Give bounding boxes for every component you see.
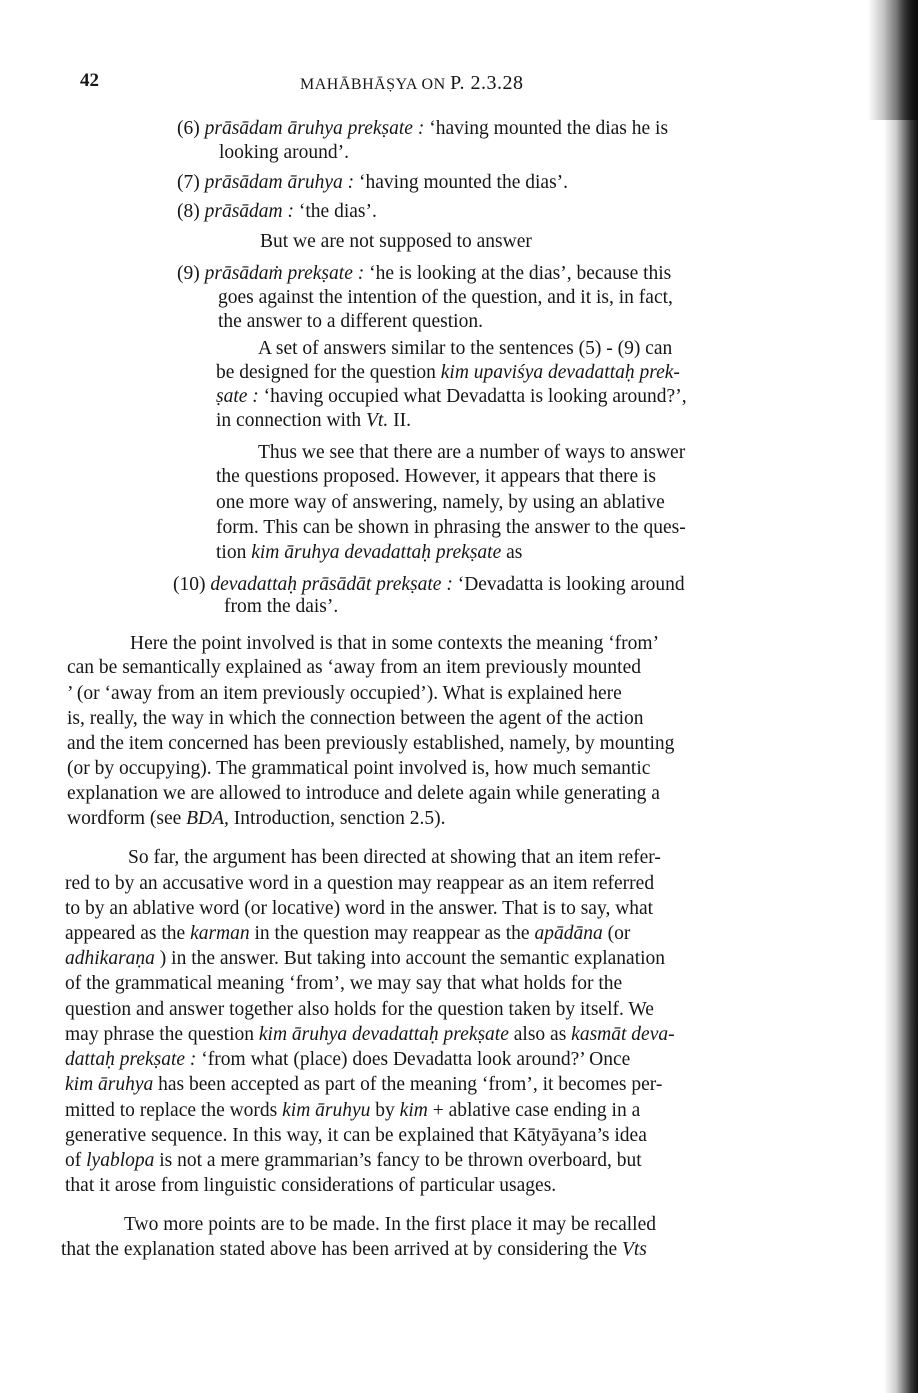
sanskrit-term: kim āruhya devadattaḥ prekṣate xyxy=(251,542,502,563)
text: ) in the answer. But taking into account the semantic explanation xyxy=(159,948,666,969)
para2-line-6: of the grammatical meaning ‘from’, we may say that what holds for the xyxy=(65,973,623,994)
para1-line-4: is, really, the way in which the connection between the agent of the action xyxy=(67,708,644,729)
thus-line-3: one more way of answering, namely, by using an ablative xyxy=(216,492,665,513)
text: that the explanation stated above has been arrived at by considering the xyxy=(61,1239,618,1260)
para1-line-3: ’ (or ‘away from an item previously occupied’). What is explained here xyxy=(67,683,622,704)
sanskrit-term: prāsādam : xyxy=(204,201,295,222)
text: has been accepted as part of the meaning ‘from’, it becomes per- xyxy=(158,1074,663,1095)
sanskrit-term: apādāna xyxy=(534,923,603,944)
but-line: But we are not supposed to answer xyxy=(260,231,532,252)
para1-line-2: can be semantically explained as ‘away from an item previously mounted xyxy=(67,657,641,678)
gloss: ‘having occupied what Devadatta is looking around?’, xyxy=(263,386,687,407)
example-number: (6) xyxy=(177,118,200,139)
thus-line-4: form. This can be shown in phrasing the answer to the ques- xyxy=(216,517,686,538)
sanskrit-term: dattaḥ prekṣate : xyxy=(65,1049,197,1070)
gloss: ‘the dias’. xyxy=(298,201,377,222)
text: appeared as the xyxy=(65,923,186,944)
thus-line-1: Thus we see that there are a number of ways to answer xyxy=(258,442,686,463)
example-6-continued: looking around’. xyxy=(219,142,349,163)
text: may phrase the question xyxy=(65,1024,254,1045)
gloss: ‘having mounted the dias he is xyxy=(429,118,669,139)
example-6 xyxy=(177,117,668,141)
running-title-reference: P. 2.3.28 xyxy=(450,72,524,94)
thus-line-2: the questions proposed. However, it appears that there is xyxy=(216,466,657,487)
sanskrit-term: kim āruhya devadattaḥ prekṣate xyxy=(258,1024,509,1045)
set-line-2 xyxy=(216,361,680,385)
sanskrit-term: adhikaraṇa xyxy=(65,948,155,969)
example-8 xyxy=(177,200,377,224)
para2-line-7: question and answer together also holds for the question taken by itself. We xyxy=(65,999,654,1020)
para2-line-14: that it arose from linguistic considerations of particular usages. xyxy=(65,1175,557,1196)
para2-line-5 xyxy=(65,947,665,971)
text: in connection with xyxy=(216,410,362,431)
text: (or xyxy=(607,923,631,944)
example-9-line-3: the answer to a different question. xyxy=(218,311,483,332)
text: + ablative case ending in a xyxy=(432,1100,641,1121)
para2-line-8 xyxy=(65,1023,675,1047)
page-number: 42 xyxy=(80,70,99,91)
example-number: (7) xyxy=(177,172,200,193)
para1-line-5: and the item concerned has been previously established, namely, by mounting xyxy=(67,733,675,754)
running-title-text: MAHĀBHĀṢYA ON xyxy=(300,76,446,93)
para1-line-6: (or by occupying). The grammatical point involved is, how much semantic xyxy=(67,758,651,779)
example-10 xyxy=(173,573,685,597)
text: II. xyxy=(393,410,411,431)
set-line-1: A set of answers similar to the sentences (5) - (9) can xyxy=(258,338,673,359)
para2-line-4 xyxy=(65,922,630,946)
example-7 xyxy=(177,171,568,195)
gloss: ‘Devadatta is looking around xyxy=(457,574,685,595)
para2-line-13 xyxy=(65,1149,642,1173)
para2-line-10 xyxy=(65,1073,662,1097)
abbreviation: Vts xyxy=(621,1239,647,1260)
text: of xyxy=(65,1150,82,1171)
text: by xyxy=(375,1100,395,1121)
sanskrit-term: prāsādam āruhya prekṣate : xyxy=(204,118,425,139)
text: be designed for the question xyxy=(216,362,436,383)
para3-line-1: Two more points are to be made. In the first place it may be recalled xyxy=(124,1214,656,1235)
sanskrit-term: kasmāt deva- xyxy=(571,1024,675,1045)
sanskrit-term: kim āruhya xyxy=(65,1074,154,1095)
thus-line-5 xyxy=(216,541,522,565)
text: also as xyxy=(513,1024,567,1045)
para2-line-2: red to by an accusative word in a question may reappear as an item referred xyxy=(65,873,655,894)
sanskrit-term: kim xyxy=(399,1100,428,1121)
gloss: ‘having mounted the dias’. xyxy=(359,172,569,193)
sanskrit-term: karman xyxy=(190,923,250,944)
gloss: ‘he is looking at the dias’, because this xyxy=(369,263,672,284)
text: Introduction, senction 2.5). xyxy=(233,808,446,829)
text: wordform (see xyxy=(67,808,182,829)
para2-line-11 xyxy=(65,1099,640,1123)
sanskrit-term: prāsādam āruhya : xyxy=(204,172,355,193)
sanskrit-term: kim upaviśya devadattaḥ prek- xyxy=(440,362,680,383)
set-line-3 xyxy=(216,385,687,409)
para2-line-9 xyxy=(65,1048,630,1072)
text: as xyxy=(506,542,523,563)
example-number: (9) xyxy=(177,263,200,284)
scanned-page-corner-shadow xyxy=(868,0,918,120)
example-9-line-2: goes against the intention of the question, and it is, in fact, xyxy=(218,287,673,308)
para1-line-7: explanation we are allowed to introduce and delete again while generating a xyxy=(67,783,660,804)
example-number: (8) xyxy=(177,201,200,222)
sanskrit-term: ṣate : xyxy=(216,386,259,407)
example-number: (10) xyxy=(173,574,206,595)
text: is not a mere grammarian’s fancy to be thrown overboard, but xyxy=(159,1150,642,1171)
sanskrit-term: prāsādaṁ prekṣate : xyxy=(204,263,365,284)
para2-line-1: So far, the argument has been directed at showing that an item refer- xyxy=(128,847,661,868)
running-title xyxy=(300,72,524,95)
example-9 xyxy=(177,262,671,286)
para2-line-12: generative sequence. In this way, it can be explained that Kātyāyana’s idea xyxy=(65,1125,647,1146)
para1-line-1: Here the point involved is that in some contexts the meaning ‘from’ xyxy=(130,633,660,654)
text: tion xyxy=(216,542,247,563)
text: mitted to replace the words xyxy=(65,1100,278,1121)
scanned-page-edge-shadow xyxy=(884,0,918,1393)
text: ‘from what (place) does Devadatta look around?’ Once xyxy=(201,1049,631,1070)
set-line-4 xyxy=(216,409,411,433)
para1-line-8 xyxy=(67,807,446,831)
abbreviation: BDA, xyxy=(186,808,229,829)
sanskrit-term: kim āruhyu xyxy=(282,1100,371,1121)
para2-line-3: to by an ablative word (or locative) word in the answer. That is to say, what xyxy=(65,898,654,919)
example-10-continued: from the dais’. xyxy=(224,596,339,617)
para3-line-2 xyxy=(61,1238,647,1262)
abbreviation: Vt. xyxy=(366,410,389,431)
sanskrit-term: devadattaḥ prāsādāt prekṣate : xyxy=(210,574,453,595)
text: in the question may reappear as the xyxy=(254,923,530,944)
sanskrit-term: lyablopa xyxy=(86,1150,155,1171)
